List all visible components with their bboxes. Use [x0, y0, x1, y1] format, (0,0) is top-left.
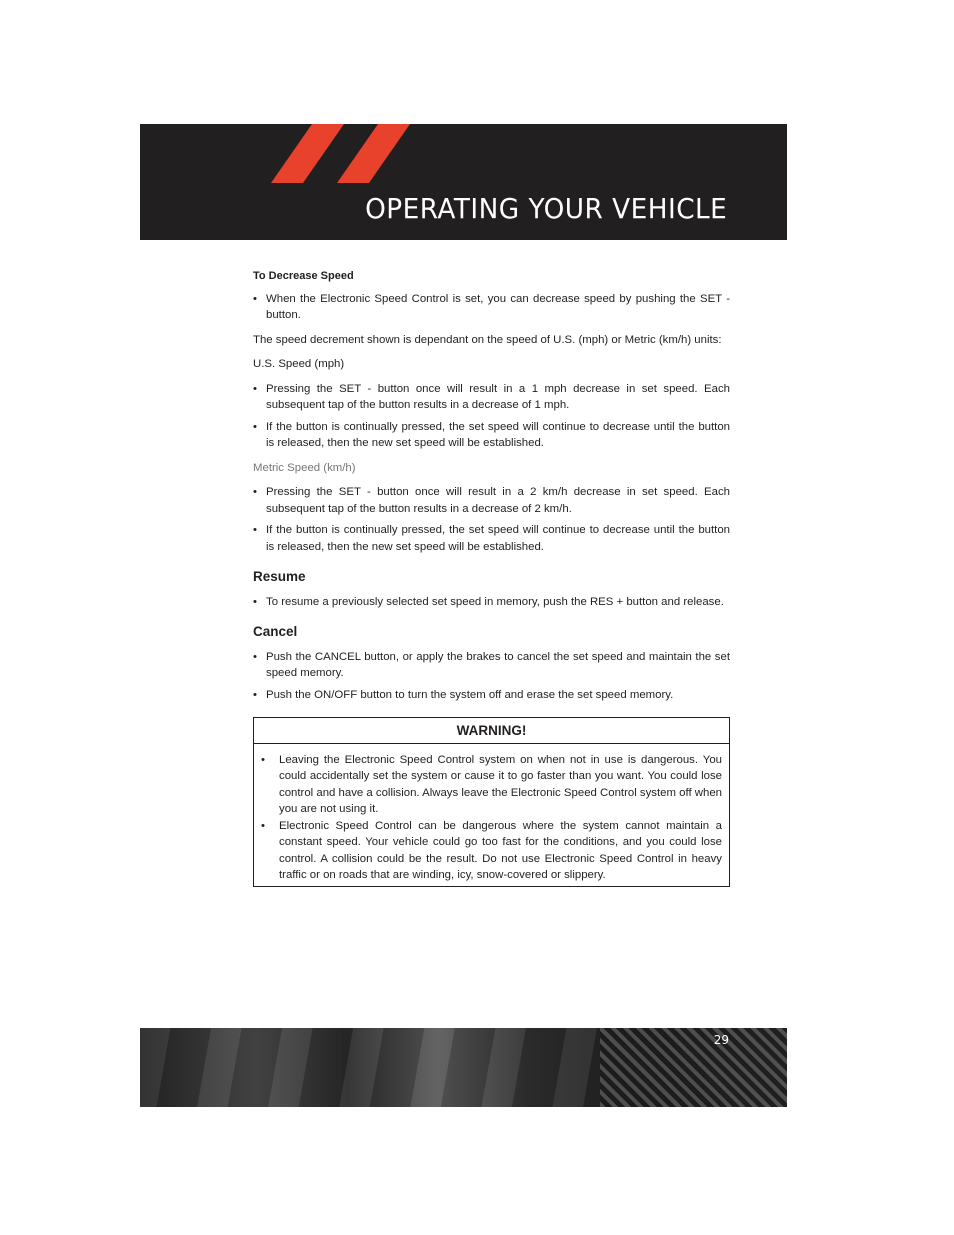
grille-pattern — [600, 1028, 787, 1107]
red-stripe-right — [337, 124, 410, 183]
list-item: • Push the ON/OFF button to turn the system off and erase the set speed memory. — [253, 688, 674, 701]
list-item: • Push the CANCEL button, or apply the brakes to cancel the set speed and maintain the set speed memory. — [253, 650, 730, 679]
page-title: OPERATING YOUR VEHICLE — [364, 192, 727, 225]
page-footer — [140, 1028, 787, 1107]
us-speed-label: U.S. Speed (mph) — [253, 358, 345, 370]
resume-bullet-list — [253, 594, 730, 611]
red-stripe-left — [271, 124, 344, 183]
list-item: • To resume a previously selected set speed in memory, push the RES + button and release. — [253, 595, 724, 608]
cancel-heading: Cancel — [253, 624, 298, 639]
list-item: • Pressing the SET - button once will result in a 2 km/h decrease in set speed. Each subsequent tap of the button results in a decrease of 2 km/h. — [253, 486, 730, 515]
list-item: • When the Electronic Speed Control is set, you can decrease speed by pushing the SET - button. — [253, 292, 730, 321]
footer-photo — [140, 1028, 600, 1107]
warning-bullet-list — [254, 744, 729, 886]
metric-bullet-list — [253, 484, 730, 555]
page-header — [140, 124, 787, 240]
decrease-bullet-list — [253, 291, 730, 324]
list-item: • Pressing the SET - button once will result in a 1 mph decrease in set speed. Each subsequent tap of the button results in a decrease of 1 mph. — [253, 382, 730, 411]
list-item: • Leaving the Electronic Speed Control system on when not in use is dangerous. You could accidentally set the system or cause it to go faster than you want. You could lose control and have a collision. Always leave the Electronic Speed Control system off when you are not using it. — [261, 753, 722, 815]
list-item: • If the button is continually pressed, the set speed will continue to decrease until the button is released, then the new set speed will be established. — [253, 420, 730, 449]
metric-speed-label: Metric Speed (km/h) — [253, 461, 356, 474]
decrease-speed-heading: To Decrease Speed — [253, 270, 354, 282]
red-stripes-logo — [140, 124, 440, 194]
cancel-bullet-list — [253, 649, 730, 704]
resume-heading: Resume — [253, 569, 306, 584]
list-item: • Electronic Speed Control can be dangerous where the system cannot maintain a constant speed. Your vehicle could go too fast for the conditions, and you could lose control. A collision could be the result. Do not use Electronic Speed Control in heavy traffic or on roads that are winding, icy, snow-covered or slippery. — [261, 819, 722, 881]
list-item: • If the button is continually pressed, the set speed will continue to decrease until the button is released, then the new set speed will be established. — [253, 524, 730, 553]
main-content — [253, 266, 730, 887]
units-intro: The speed decrement shown is dependant on the speed of U.S. (mph) or Metric (km/h) units: — [253, 333, 722, 346]
page-number: 29 — [713, 1033, 729, 1047]
warning-title: WARNING! — [254, 718, 729, 744]
us-bullet-list — [253, 381, 730, 452]
warning-box — [253, 717, 730, 887]
